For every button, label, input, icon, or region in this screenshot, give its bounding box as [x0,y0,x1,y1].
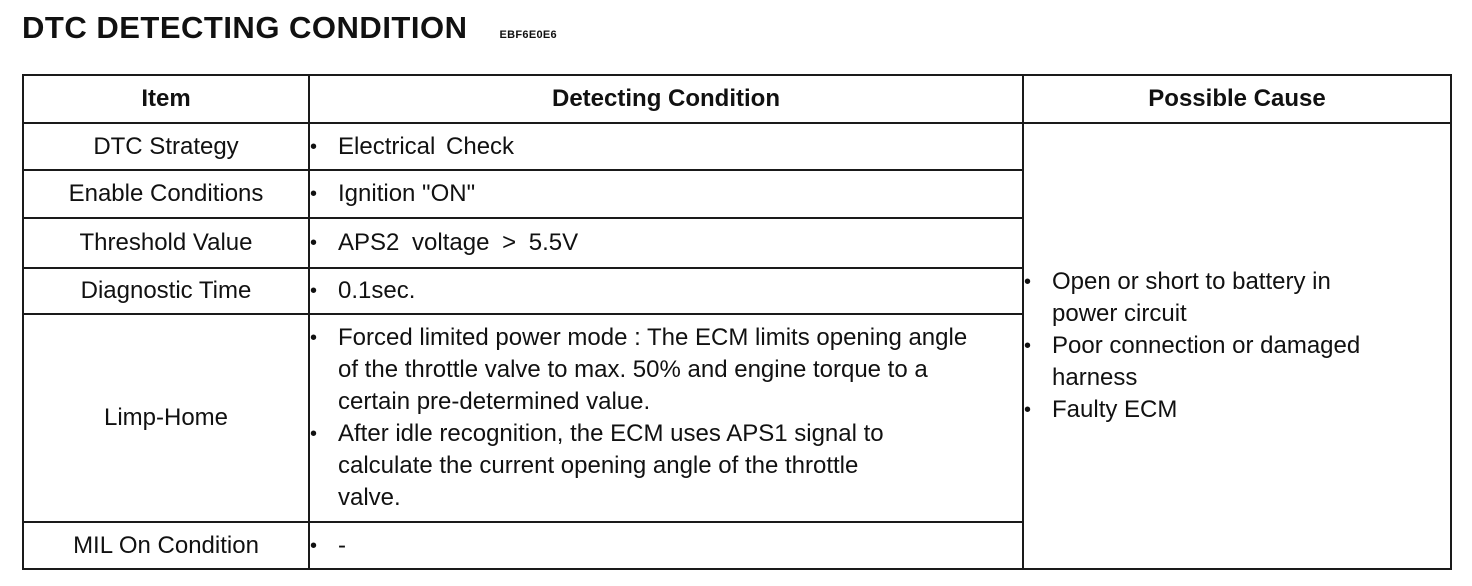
dtc-condition-table [22,74,1452,570]
cause-text: Poor connection or damaged harness [1052,332,1361,391]
possible-cause-cell [1023,123,1451,569]
item-cell: Enable Conditions [23,170,309,218]
table-row [23,123,1451,170]
condition-cell [309,218,1023,268]
bullet-icon: • [1024,335,1032,357]
condition-text: APS2 voltage > 5.5V [338,229,579,256]
bullet-icon: • [310,135,318,158]
condition-cell [309,314,1023,522]
bullet-icon: • [1024,271,1032,293]
header-detecting-condition: Detecting Condition [309,75,1023,123]
cause-text: Faulty ECM [1052,396,1178,423]
bullet-icon: • [310,232,318,254]
condition-text: - [338,531,346,559]
condition-bullet [310,530,1022,562]
item-cell: Diagnostic Time [23,268,309,314]
condition-text: Ignition "ON" [338,180,476,207]
bullet-icon: • [310,423,318,445]
cause-bullet [1024,330,1450,394]
condition-cell [309,268,1023,314]
page-title: DTC DETECTING CONDITION [22,10,468,45]
condition-text: Electrical Check [338,132,515,160]
bullet-icon: • [310,280,318,302]
condition-bullet [310,178,1022,210]
item-cell: MIL On Condition [23,522,309,569]
cause-bullet [1024,394,1450,426]
bullet-icon: • [310,183,318,205]
item-cell: DTC Strategy [23,123,309,170]
bullet-icon: • [1024,399,1032,421]
item-cell: Threshold Value [23,218,309,268]
condition-text: 0.1sec. [338,277,416,304]
condition-cell [309,170,1023,218]
condition-bullet [310,418,1022,514]
condition-bullet [310,131,1022,163]
item-cell: Limp-Home [23,314,309,522]
condition-text: Forced limited power mode : The ECM limits opening angle of the throttle valve to max. 50% and engine torque to a certain pre-determined value. [338,324,968,415]
cause-bullet [1024,266,1450,330]
bullet-icon: • [310,327,318,349]
condition-cell [309,123,1023,170]
header-item: Item [23,75,309,123]
bullet-icon: • [310,534,318,557]
title-row [22,10,557,46]
table-header-row [23,75,1451,123]
document-code: EBF6E0E6 [499,29,557,41]
condition-bullet [310,227,1022,259]
condition-text: After idle recognition, the ECM uses APS1 signal to calculate the current opening angle of the throttle valve. [338,420,884,511]
cause-text: Open or short to battery in power circuit [1052,268,1331,327]
condition-cell [309,522,1023,569]
condition-bullet [310,275,1022,307]
condition-bullet [310,322,1022,418]
header-possible-cause: Possible Cause [1023,75,1451,123]
